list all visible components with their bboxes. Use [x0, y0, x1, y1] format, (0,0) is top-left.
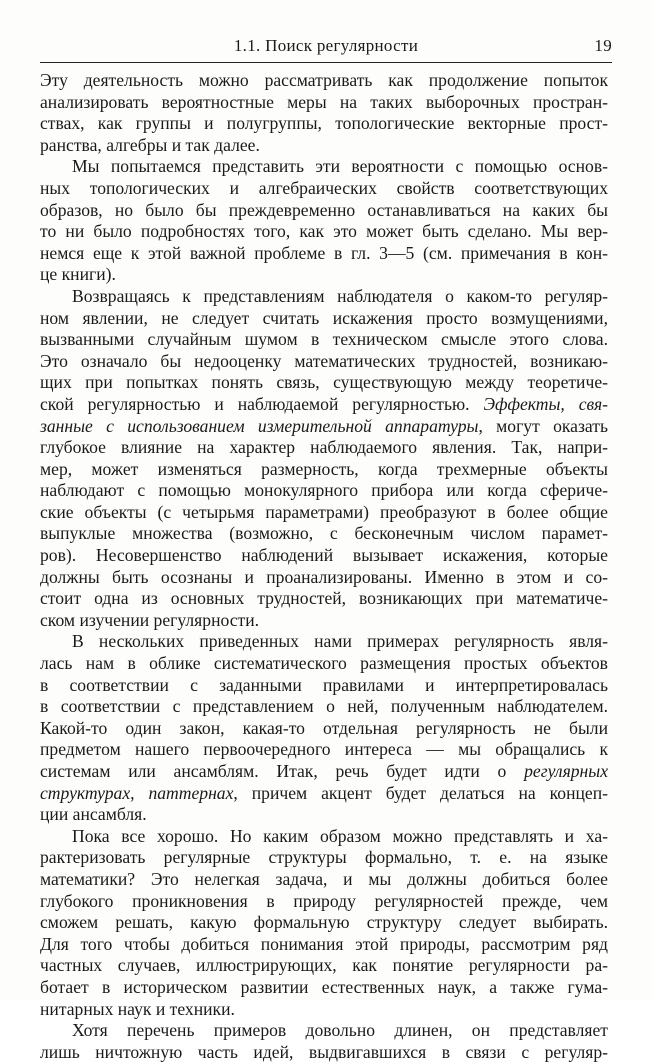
text-line: Какой-то один закон, какая-то отдельная регулярность не были [40, 717, 608, 738]
italic-emphasis: структурах, паттернах [40, 782, 234, 803]
text-line: Хотя перечень примеров довольно длинен, он представляет [72, 1020, 608, 1041]
text-line: то ни было подробностях того, как это может быть сделано. Мы вер- [40, 221, 608, 242]
italic-emphasis: регулярных [524, 761, 608, 781]
paragraph-1 [40, 70, 608, 156]
text-line: Пока все хорошо. Но каким образом можно представлять и ха- [72, 825, 608, 846]
text-line-mixed [40, 416, 608, 438]
text-line: вызванными случайным шумом в техническом смысле этого слова. [40, 329, 608, 350]
text-line: анализировать вероятностные меры на таких выборочных простран- [40, 91, 608, 112]
page-number: 19 [594, 36, 612, 55]
text-line: нитарных наук и техники. [40, 998, 235, 1019]
italic-emphasis: Эффекты, свя- [483, 393, 608, 414]
text-line: Это означало бы недооценку математических трудностей, возникаю- [40, 350, 608, 371]
paragraph-6 [40, 1020, 608, 1063]
text-line: ские объекты (с четырьмя параметрами) преобразуют в более общие [40, 501, 608, 522]
text-line: предметом нашего первоочередного интереса — мы обращались к [40, 739, 608, 760]
header-rule [40, 62, 612, 63]
running-title: 1.1. Поиск регулярности [233, 36, 419, 55]
text-line: частных случаев, иллюстрирующих, как понятие регулярности ра- [40, 955, 608, 976]
text-line: Возвращаясь к представлениям наблюдателя о каком-то регуляр- [72, 285, 608, 306]
text-line: лишь ничтожную часть идей, выдвигавшихся в связи с регуляр- [40, 1041, 608, 1062]
text-line: математики? Это нелегкая задача, и мы должны добиться более [40, 868, 608, 889]
text-line: ствах, как группы и полугруппы, топологические векторные прост- [40, 113, 608, 134]
text-line: ском изучении регулярности. [40, 609, 260, 630]
text-line-mixed [40, 761, 608, 783]
text-line: Эту деятельность можно рассматривать как продолжение попыток [40, 70, 608, 90]
text-line-mixed [40, 783, 608, 805]
text-line: ботает в историческом развитии естественных наук, а также гума- [40, 976, 608, 997]
paragraph-2 [40, 156, 608, 286]
text-line: глубокое влияние на характер наблюдаемого явления. Так, напри- [40, 437, 608, 458]
paragraph-3 [40, 286, 608, 632]
text-line: мер, может изменяться размерность, когда трехмерные объекты [40, 458, 608, 479]
text-line: сможем решать, какую формальную структуру следует выбирать. [40, 912, 608, 933]
text-line: образов, но было бы преждевременно останавливаться на каких бы [40, 199, 608, 220]
text-line: выпуклые множества (возможно, с бесконечным числом парамет- [40, 523, 608, 544]
body-text [40, 70, 608, 1063]
text-line: должны быть осознаны и проанализированы. Именно в этом и со- [40, 566, 608, 587]
paragraph-4 [40, 631, 608, 825]
text-line: Для того чтобы добиться понимания этой природы, рассмотрим ряд [40, 933, 608, 954]
paragraph-5 [40, 826, 608, 1020]
running-head [40, 36, 612, 60]
text-line-mixed [40, 394, 608, 416]
text-segment: , причем акцент будет делаться на концеп- [233, 782, 608, 803]
text-line: Мы попытаемся представить эти вероятности с помощью основ- [72, 156, 608, 177]
text-line: щих при попытках понять связь, существующую между теоретиче- [40, 372, 608, 393]
text-segment: системам или ансамблям. Итак, речь будет идти о [40, 761, 507, 781]
text-line: рактеризовать регулярные структуры формально, т. е. на языке [40, 847, 608, 868]
text-line: ных топологических и алгебраических свойств соответствующих [40, 177, 608, 198]
text-line: наблюдают с помощью монокулярного прибора или когда сфериче- [40, 480, 608, 501]
text-segment: , могут оказать [478, 415, 608, 436]
text-line: глубокого проникновения в природу регулярностей прежде, чем [40, 890, 608, 911]
text-line: В нескольких приведенных нами примерах регулярность явля- [72, 631, 608, 652]
text-line: стоит одна из основных трудностей, возникающих при математиче- [40, 588, 608, 609]
text-line: ранства, алгебры и так далее. [40, 134, 260, 155]
text-line: в соответствии с заданными правилами и интерпретировалась [40, 674, 608, 695]
text-segment: ской регулярностью и наблюдаемой регулярностью. [40, 393, 470, 414]
text-line: в соответствии с представлением о ней, полученным наблюдателем. [40, 696, 608, 717]
text-line: лась нам в облике систематического размещения простых объектов [40, 653, 608, 674]
italic-emphasis: занные с использованием измерительной аппаратуры [40, 415, 479, 436]
text-line: ров). Несовершенство наблюдений вызывает искажения, которые [40, 545, 608, 566]
text-line: ном явлении, не следует считать искажения просто возмущениями, [40, 307, 608, 328]
text-line: це книги). [40, 264, 116, 285]
text-line: ции ансамбля. [40, 804, 147, 825]
text-line: немся еще к этой важной проблеме в гл. 3—5 (см. примечания в кон- [40, 242, 608, 263]
